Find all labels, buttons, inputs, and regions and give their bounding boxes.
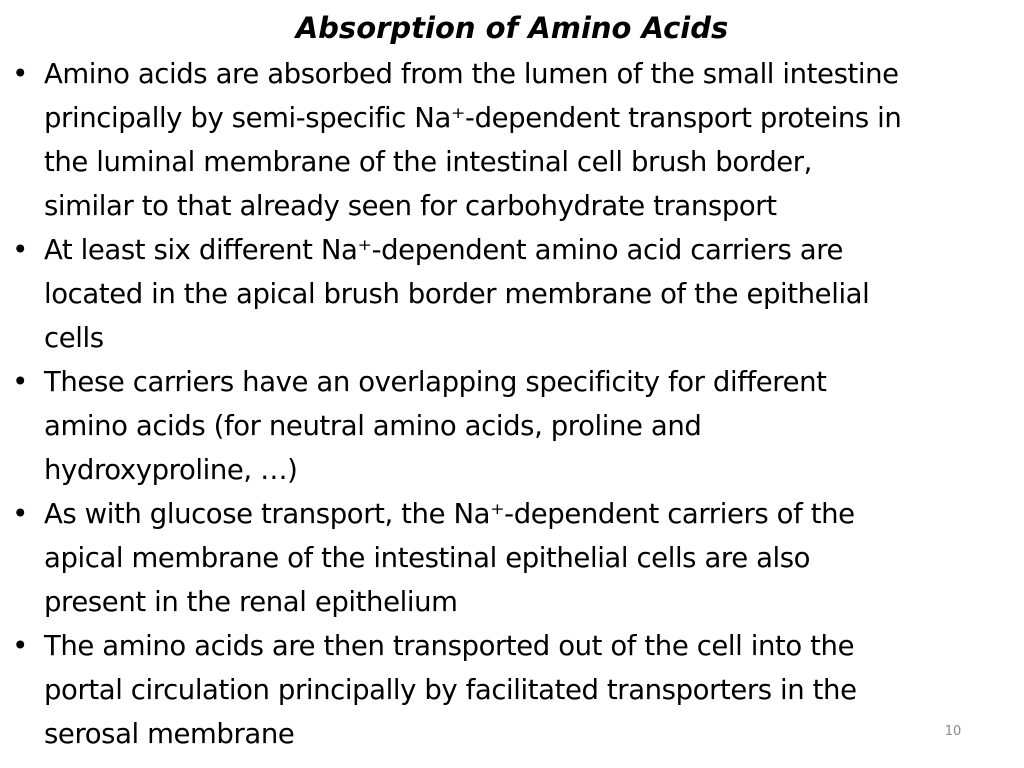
page-number: 10 [944, 724, 962, 739]
bullet-line: As with glucose transport, the Na⁺-dependent carriers of the [44, 498, 855, 530]
bullet-line: These carriers have an overlapping specificity for different [44, 366, 827, 398]
bullet-item [10, 624, 1020, 756]
bullet-line: Amino acids are absorbed from the lumen of the small intestine [44, 58, 899, 90]
bullet-icon: • [12, 630, 28, 662]
bullet-item [10, 492, 1020, 624]
bullet-line: similar to that already seen for carbohydrate transport [44, 190, 777, 222]
slide-title: Absorption of Amino Acids [295, 11, 729, 45]
bullet-line: apical membrane of the intestinal epithelial cells are also [44, 542, 811, 574]
bullet-line: present in the renal epithelium [44, 586, 458, 618]
bullet-item [10, 360, 1020, 492]
bullet-line: located in the apical brush border membrane of the epithelial [44, 278, 870, 310]
bullet-list [10, 52, 1020, 756]
bullet-icon: • [12, 366, 28, 398]
bullet-line: At least six different Na⁺-dependent amino acid carriers are [44, 234, 844, 266]
bullet-item [10, 52, 1020, 228]
bullet-line: serosal membrane [44, 718, 295, 750]
bullet-line: principally by semi-specific Na⁺-dependent transport proteins in [44, 102, 902, 134]
bullet-line: amino acids (for neutral amino acids, proline and [44, 410, 702, 442]
bullet-line: The amino acids are then transported out of the cell into the [44, 630, 855, 662]
bullet-line: the luminal membrane of the intestinal cell brush border, [44, 146, 813, 178]
bullet-icon: • [12, 234, 28, 266]
bullet-item [10, 228, 1020, 360]
bullet-line: portal circulation principally by facilitated transporters in the [44, 674, 857, 706]
bullet-icon: • [12, 498, 28, 530]
bullet-icon: • [12, 58, 28, 90]
bullet-line: cells [44, 322, 104, 354]
bullet-line: hydroxyproline, …) [44, 454, 298, 486]
